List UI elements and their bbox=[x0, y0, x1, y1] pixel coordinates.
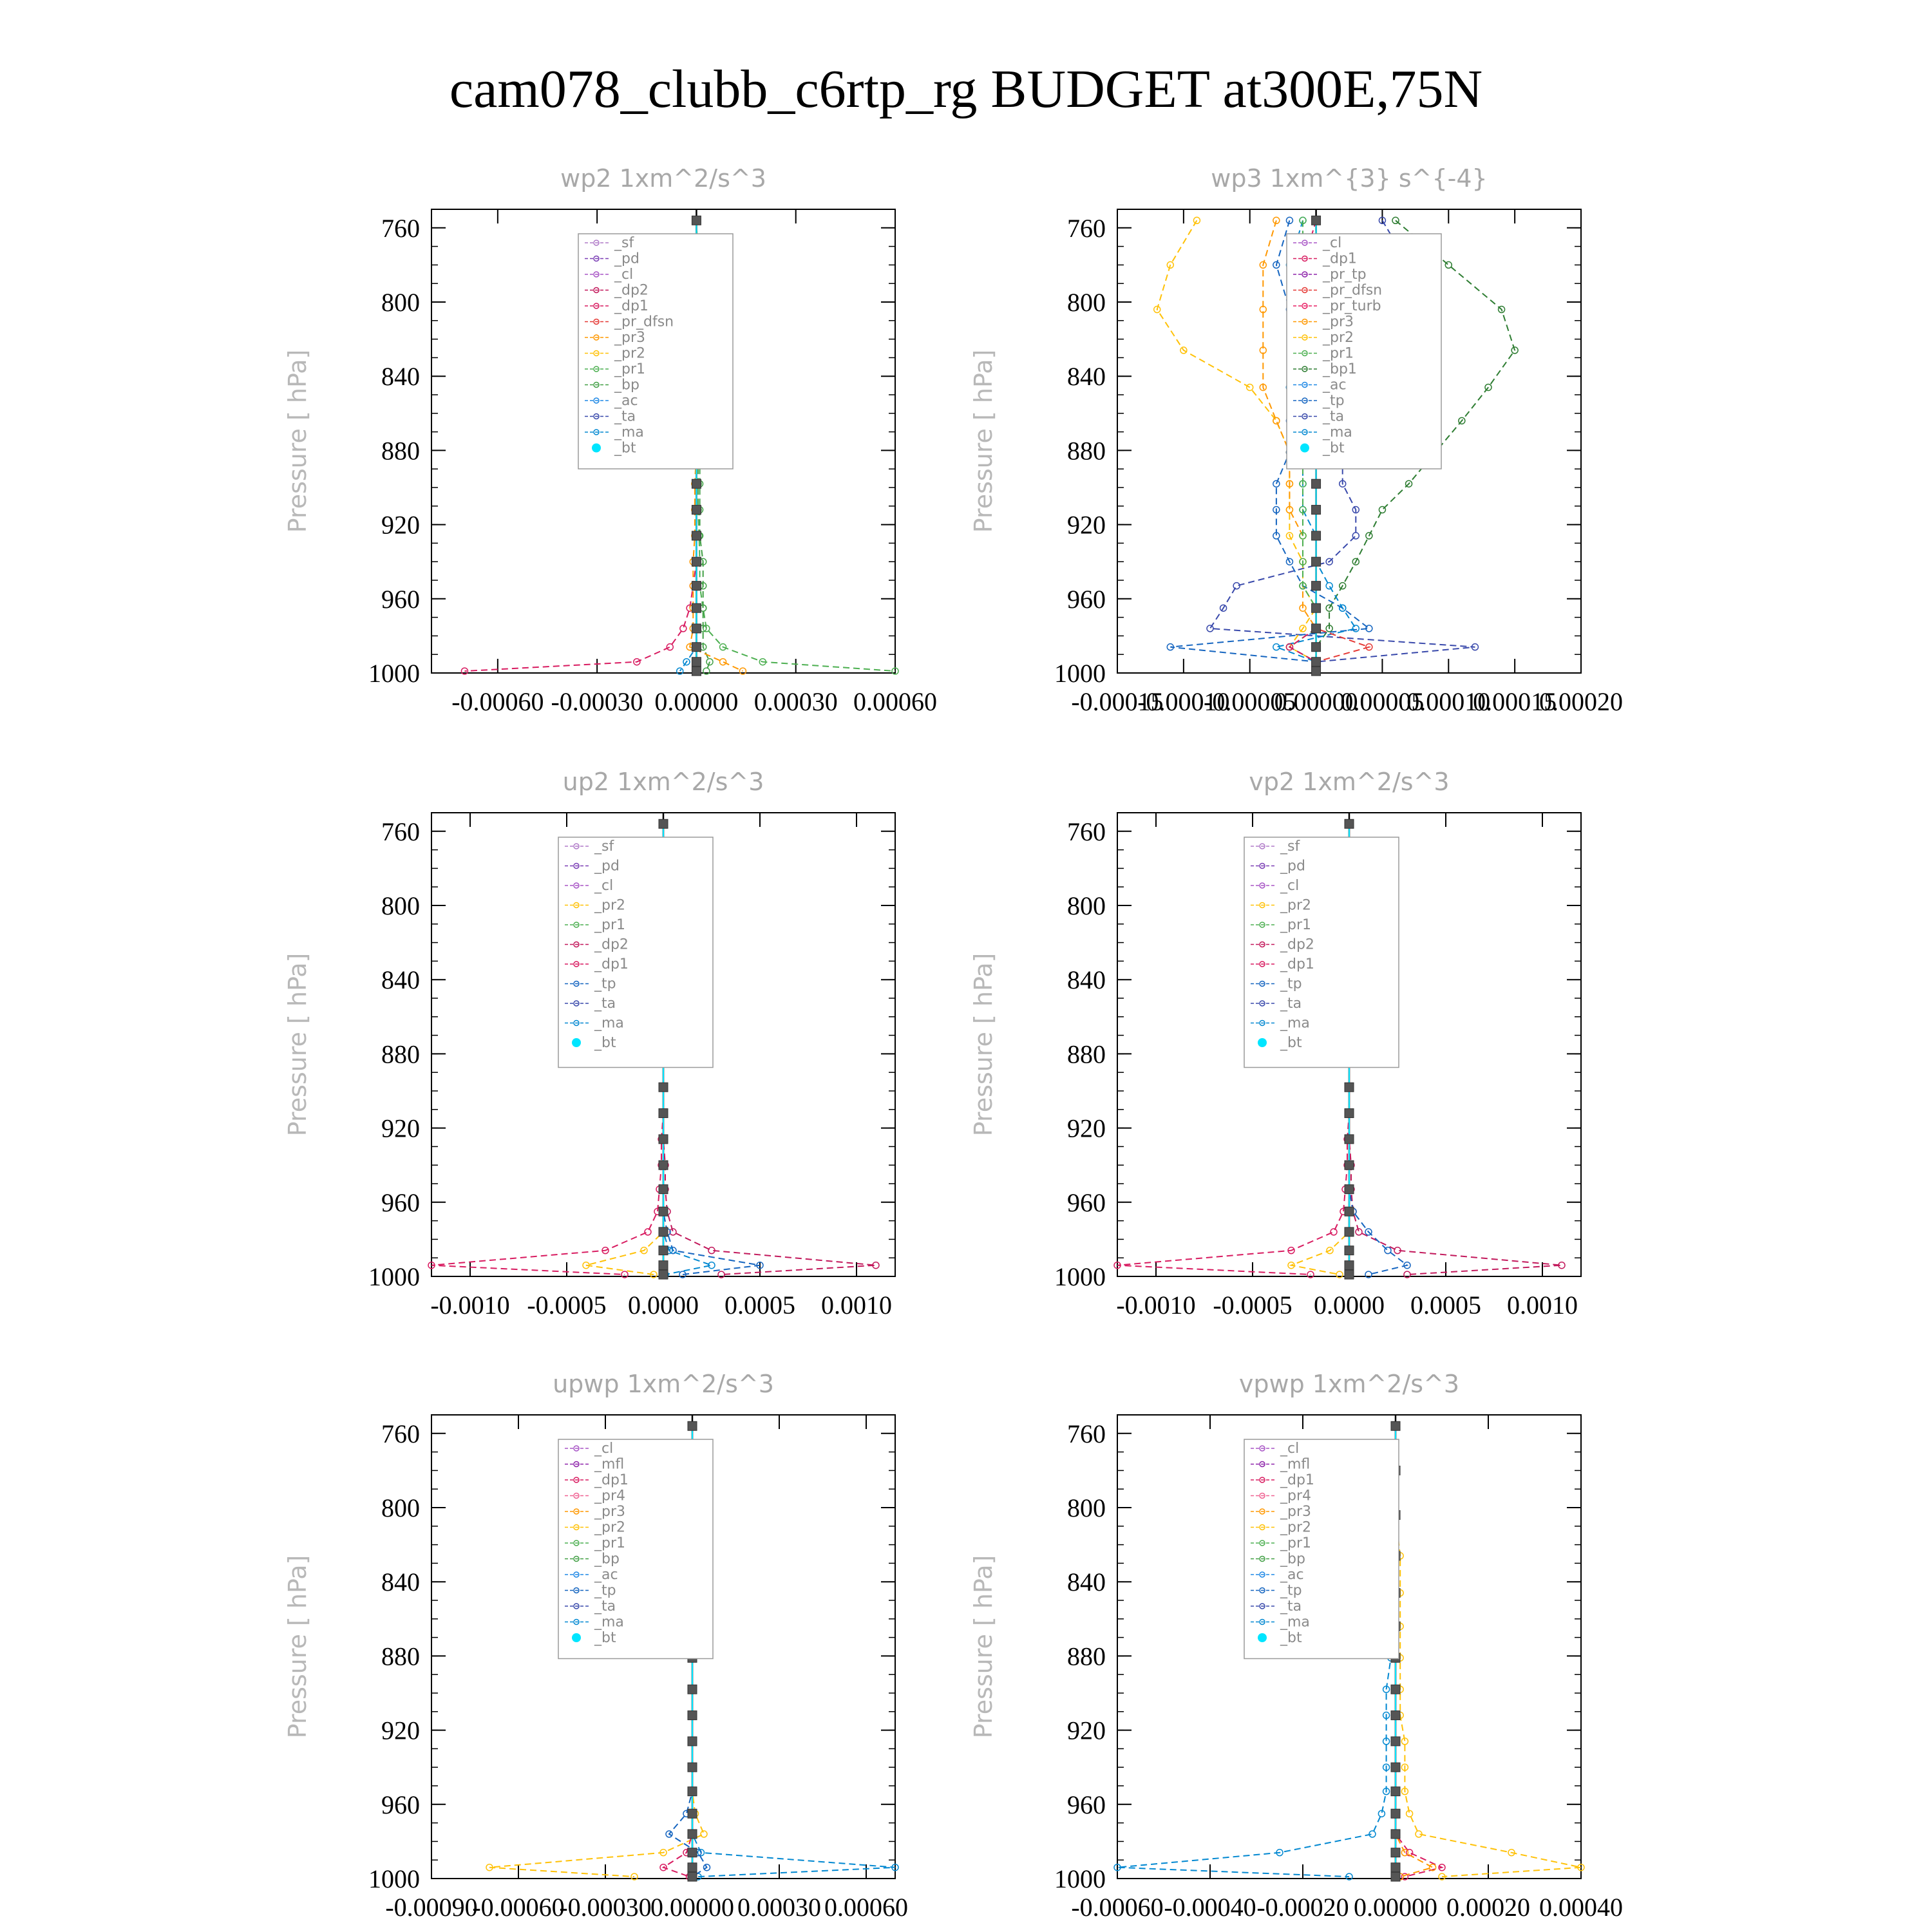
data-point bbox=[1312, 582, 1321, 591]
y-axis-label: Pressure [ hPa] bbox=[283, 349, 312, 533]
x-tick-label: -0.00015 bbox=[1071, 687, 1164, 716]
legend-label: _ac bbox=[1280, 1567, 1304, 1583]
x-tick-label: 0.00000 bbox=[1274, 687, 1358, 716]
data-point bbox=[680, 625, 687, 632]
y-tick-label: 880 bbox=[1067, 1642, 1106, 1671]
legend-label: _mfl bbox=[594, 1456, 625, 1473]
x-tick-label: 0.00015 bbox=[1473, 687, 1557, 716]
legend-label: _pr3 bbox=[1280, 1504, 1312, 1520]
data-point bbox=[720, 659, 726, 665]
data-point bbox=[692, 643, 701, 652]
legend-label: _bt bbox=[594, 1035, 616, 1051]
data-point bbox=[1391, 1809, 1400, 1818]
legend-label: _dp1 bbox=[594, 956, 629, 972]
y-tick-label: 960 bbox=[1067, 1188, 1106, 1217]
chart-panel-1 bbox=[969, 164, 1623, 716]
panel-title: vpwp 1xm^2/s^3 bbox=[1238, 1370, 1460, 1398]
x-tick-label: -0.0010 bbox=[1116, 1291, 1196, 1320]
data-point bbox=[692, 506, 701, 515]
y-tick-label: 760 bbox=[381, 213, 420, 243]
y-axis-label: Pressure [ hPa] bbox=[283, 1555, 312, 1739]
legend-box bbox=[1244, 837, 1399, 1068]
legend-label: _sf bbox=[1280, 838, 1300, 855]
data-point bbox=[1391, 1685, 1400, 1694]
data-point bbox=[688, 1848, 697, 1857]
y-tick-label: 880 bbox=[381, 436, 420, 466]
x-tick-label: 0.00000 bbox=[1354, 1893, 1437, 1922]
data-point bbox=[692, 624, 701, 633]
data-point bbox=[692, 658, 701, 667]
chart-panel-4 bbox=[283, 1370, 908, 1922]
main-title: cam078_clubb_c6rtp_rg BUDGET at300E,75N bbox=[449, 59, 1483, 119]
data-point bbox=[1312, 531, 1321, 540]
legend-label: _tp bbox=[1280, 1582, 1302, 1599]
legend-label: _ta bbox=[594, 996, 616, 1012]
legend-label: _mfl bbox=[1280, 1456, 1311, 1473]
x-tick-label: 0.00030 bbox=[737, 1893, 821, 1922]
data-point bbox=[659, 1083, 668, 1092]
x-tick-label: -0.00060 bbox=[451, 687, 544, 716]
legend-label: _bt bbox=[614, 440, 636, 457]
y-tick-label: 1000 bbox=[368, 1262, 420, 1291]
data-point bbox=[1392, 217, 1399, 223]
x-tick-label: 0.0000 bbox=[1314, 1291, 1385, 1320]
y-axis-label: Pressure [ hPa] bbox=[969, 952, 998, 1137]
legend-box bbox=[578, 234, 733, 469]
data-point bbox=[1286, 217, 1293, 223]
data-point bbox=[659, 1185, 668, 1194]
legend-label: _tp bbox=[1323, 393, 1345, 409]
data-point bbox=[1345, 1135, 1354, 1144]
data-point bbox=[692, 582, 701, 591]
legend-label: _pr_dfsn bbox=[1323, 282, 1383, 299]
y-tick-label: 800 bbox=[381, 891, 420, 920]
data-point bbox=[659, 1160, 668, 1170]
y-tick-label: 840 bbox=[1067, 965, 1106, 995]
chart-panel-2 bbox=[283, 768, 895, 1320]
data-point bbox=[1193, 217, 1200, 223]
legend-label: _bt bbox=[1323, 440, 1345, 457]
legend-label: _sf bbox=[614, 235, 634, 251]
y-axis-label: Pressure [ hPa] bbox=[969, 349, 998, 533]
legend-label: _cl bbox=[1280, 878, 1300, 894]
data-point bbox=[1345, 1227, 1354, 1236]
y-tick-label: 840 bbox=[381, 965, 420, 995]
legend-marker bbox=[1300, 444, 1309, 453]
legend-label: _bp1 bbox=[1323, 361, 1357, 377]
data-point bbox=[1312, 557, 1321, 566]
legend-label: _pr2 bbox=[1280, 1519, 1312, 1536]
x-tick-label: 0.0010 bbox=[821, 1291, 892, 1320]
y-tick-label: 760 bbox=[1067, 1419, 1106, 1448]
data-point bbox=[1345, 1246, 1354, 1255]
x-tick-label: -0.00090 bbox=[385, 1893, 478, 1922]
data-point bbox=[688, 1421, 697, 1430]
legend-label: _pr_dfsn bbox=[614, 314, 674, 330]
panel-title: upwp 1xm^2/s^3 bbox=[553, 1370, 774, 1398]
legend-label: _ma bbox=[594, 1614, 624, 1631]
y-tick-label: 800 bbox=[1067, 891, 1106, 920]
data-point bbox=[1312, 506, 1321, 515]
x-tick-label: 0.00040 bbox=[1539, 1893, 1623, 1922]
panel-title: wp3 1xm^{3} s^{-4} bbox=[1211, 164, 1488, 193]
legend-label: _pd bbox=[594, 858, 620, 875]
legend-label: _ma bbox=[614, 424, 644, 440]
data-point bbox=[701, 1831, 707, 1837]
legend-label: _cl bbox=[594, 878, 614, 894]
data-point bbox=[692, 216, 701, 225]
legend-label: _pr1 bbox=[594, 1535, 626, 1551]
data-point bbox=[1385, 1247, 1391, 1254]
x-tick-label: -0.0010 bbox=[430, 1291, 510, 1320]
legend-label: _ma bbox=[1323, 424, 1352, 440]
data-point bbox=[1345, 1207, 1354, 1216]
legend-label: _pr1 bbox=[1323, 345, 1354, 362]
data-point bbox=[1312, 667, 1321, 676]
x-tick-label: 0.00020 bbox=[1539, 687, 1623, 716]
x-tick-label: 0.0005 bbox=[1410, 1291, 1481, 1320]
legend-label: _dp1 bbox=[1280, 956, 1314, 972]
legend-label: _cl bbox=[594, 1441, 614, 1457]
data-point bbox=[667, 644, 673, 650]
legend-label: _sf bbox=[594, 838, 614, 855]
data-point bbox=[1391, 1872, 1400, 1881]
x-tick-label: -0.00040 bbox=[1164, 1893, 1256, 1922]
data-point bbox=[1207, 625, 1213, 632]
data-point bbox=[1312, 624, 1321, 633]
legend-label: _cl bbox=[1323, 235, 1342, 251]
legend-label: _tp bbox=[594, 1582, 616, 1599]
legend-label: _ma bbox=[1280, 1015, 1310, 1032]
legend-label: _pr1 bbox=[1280, 917, 1312, 933]
chart-panel-5 bbox=[969, 1370, 1623, 1922]
data-point bbox=[659, 1270, 668, 1279]
data-point bbox=[688, 1737, 697, 1746]
legend-label: _ac bbox=[614, 393, 638, 409]
data-point bbox=[659, 1246, 668, 1255]
x-tick-label: 0.0000 bbox=[628, 1291, 699, 1320]
legend-label: _pr_tp bbox=[1323, 267, 1367, 283]
data-point bbox=[1391, 1737, 1400, 1746]
x-tick-label: 0.00030 bbox=[753, 687, 838, 716]
data-point bbox=[688, 1809, 697, 1818]
y-axis-label: Pressure [ hPa] bbox=[969, 1555, 998, 1739]
x-tick-label: 0.00060 bbox=[853, 687, 937, 716]
y-axis-label: Pressure [ hPa] bbox=[283, 952, 312, 1137]
data-point bbox=[1391, 1711, 1400, 1720]
y-tick-label: 960 bbox=[1067, 584, 1106, 614]
series-line bbox=[1396, 1426, 1442, 1877]
data-point bbox=[1391, 1421, 1400, 1430]
y-tick-label: 920 bbox=[381, 1113, 420, 1143]
data-point bbox=[692, 667, 701, 676]
x-tick-label: 0.00010 bbox=[1406, 687, 1491, 716]
legend-box bbox=[1244, 1439, 1399, 1659]
data-point bbox=[1391, 1763, 1400, 1772]
legend-label: _ac bbox=[594, 1567, 618, 1583]
legend-label: _bp bbox=[594, 1551, 620, 1567]
legend-label: _ma bbox=[594, 1015, 624, 1032]
data-point bbox=[659, 1261, 668, 1270]
x-tick-label: -0.00020 bbox=[1256, 1893, 1349, 1922]
data-point bbox=[1391, 1830, 1400, 1839]
legend-label: _pr3 bbox=[614, 330, 646, 346]
y-tick-label: 880 bbox=[1067, 1039, 1106, 1069]
chart-panel-0 bbox=[283, 164, 937, 716]
x-tick-label: -0.00030 bbox=[559, 1893, 652, 1922]
data-point bbox=[659, 1207, 668, 1216]
legend-label: _pr4 bbox=[594, 1488, 626, 1504]
y-tick-label: 1000 bbox=[1054, 659, 1106, 688]
legend-label: _pr2 bbox=[1323, 330, 1354, 346]
legend-label: _bp bbox=[614, 377, 639, 393]
x-tick-label: -0.0005 bbox=[1213, 1291, 1293, 1320]
data-point bbox=[1445, 261, 1452, 268]
legend-label: _pr3 bbox=[1323, 314, 1354, 330]
y-tick-label: 880 bbox=[1067, 436, 1106, 466]
legend-marker bbox=[1258, 1038, 1267, 1047]
legend-label: _ta bbox=[614, 408, 636, 425]
series-line bbox=[1396, 1426, 1581, 1877]
x-tick-label: 0.00000 bbox=[654, 687, 739, 716]
y-tick-label: 880 bbox=[381, 1039, 420, 1069]
legend-label: _ma bbox=[1280, 1614, 1310, 1631]
data-point bbox=[1345, 1083, 1354, 1092]
legend-label: _pd bbox=[1280, 858, 1305, 875]
y-tick-label: 1000 bbox=[1054, 1864, 1106, 1893]
legend-label: _tp bbox=[594, 976, 616, 992]
y-tick-label: 840 bbox=[1067, 1567, 1106, 1597]
legend-label: _tp bbox=[1280, 976, 1302, 992]
legend-label: _ta bbox=[1323, 408, 1345, 425]
data-point bbox=[1391, 1848, 1400, 1857]
y-tick-label: 960 bbox=[381, 584, 420, 614]
data-point bbox=[1312, 479, 1321, 488]
data-point bbox=[1312, 643, 1321, 652]
data-point bbox=[1345, 1270, 1354, 1279]
legend-label: _ta bbox=[1280, 1598, 1302, 1615]
data-point bbox=[659, 1109, 668, 1118]
y-tick-label: 880 bbox=[381, 1642, 420, 1671]
legend-label: _cl bbox=[1280, 1441, 1300, 1457]
chart-panel-3 bbox=[969, 768, 1581, 1320]
data-point bbox=[1345, 1109, 1354, 1118]
data-point bbox=[688, 1872, 697, 1881]
x-tick-label: 0.00060 bbox=[824, 1893, 908, 1922]
x-tick-label: -0.00010 bbox=[1137, 687, 1230, 716]
data-point bbox=[688, 1787, 697, 1796]
data-point bbox=[1345, 819, 1354, 828]
legend-label: _pr2 bbox=[1280, 897, 1312, 914]
legend-label: _pd bbox=[614, 251, 639, 267]
y-tick-label: 920 bbox=[1067, 510, 1106, 540]
y-tick-label: 760 bbox=[1067, 213, 1106, 243]
legend-label: _dp1 bbox=[1323, 251, 1357, 267]
legend-marker bbox=[1258, 1633, 1267, 1642]
y-tick-label: 800 bbox=[1067, 288, 1106, 317]
data-point bbox=[659, 1227, 668, 1236]
legend-label: _bt bbox=[594, 1630, 616, 1646]
legend-label: _bt bbox=[1280, 1630, 1302, 1646]
data-point bbox=[692, 531, 701, 540]
y-tick-label: 760 bbox=[381, 817, 420, 846]
panel-title: vp2 1xm^2/s^3 bbox=[1249, 768, 1450, 796]
legend-label: _dp1 bbox=[614, 298, 649, 314]
y-tick-label: 960 bbox=[381, 1188, 420, 1217]
legend-label: _ta bbox=[594, 1598, 616, 1615]
y-tick-label: 960 bbox=[1067, 1790, 1106, 1819]
data-point bbox=[1273, 417, 1280, 424]
legend-box bbox=[558, 837, 713, 1068]
legend-label: _pr1 bbox=[594, 917, 626, 933]
data-point bbox=[1312, 603, 1321, 612]
y-tick-label: 800 bbox=[1067, 1493, 1106, 1522]
legend-label: _dp2 bbox=[614, 282, 649, 299]
y-tick-label: 1000 bbox=[1054, 1262, 1106, 1291]
data-point bbox=[688, 1830, 697, 1839]
legend-label: _bp bbox=[1280, 1551, 1305, 1567]
y-tick-label: 960 bbox=[381, 1790, 420, 1819]
data-point bbox=[1345, 1185, 1354, 1194]
data-point bbox=[688, 1863, 697, 1872]
y-tick-label: 920 bbox=[1067, 1716, 1106, 1745]
series-line bbox=[692, 1426, 895, 1877]
legend-label: _dp2 bbox=[594, 936, 629, 953]
legend-marker bbox=[572, 1633, 581, 1642]
y-tick-label: 840 bbox=[381, 362, 420, 392]
x-tick-label: 0.0005 bbox=[724, 1291, 795, 1320]
data-point bbox=[659, 1135, 668, 1144]
legend-marker bbox=[592, 444, 601, 453]
data-point bbox=[688, 1763, 697, 1772]
legend-label: _pr2 bbox=[594, 1519, 626, 1536]
y-tick-label: 920 bbox=[1067, 1113, 1106, 1143]
data-point bbox=[659, 819, 668, 828]
legend-label: _ac bbox=[1323, 377, 1347, 393]
y-tick-label: 800 bbox=[381, 288, 420, 317]
y-tick-label: 840 bbox=[381, 1567, 420, 1597]
legend-label: _dp2 bbox=[1280, 936, 1314, 953]
y-tick-label: 760 bbox=[1067, 817, 1106, 846]
x-tick-label: -0.0005 bbox=[527, 1291, 607, 1320]
data-point bbox=[1345, 1160, 1354, 1170]
y-tick-label: 1000 bbox=[368, 659, 420, 688]
data-point bbox=[1379, 507, 1385, 513]
legend-label: _pr_turb bbox=[1323, 298, 1381, 314]
data-point bbox=[1326, 583, 1332, 589]
data-point bbox=[1391, 1863, 1400, 1872]
y-tick-label: 840 bbox=[1067, 362, 1106, 392]
data-point bbox=[1312, 658, 1321, 667]
x-tick-label: 0.0010 bbox=[1507, 1291, 1578, 1320]
data-point bbox=[645, 1229, 651, 1235]
legend-label: _pr3 bbox=[594, 1504, 626, 1520]
y-tick-label: 1000 bbox=[368, 1864, 420, 1893]
data-point bbox=[1312, 216, 1321, 225]
legend-label: _pr2 bbox=[614, 345, 646, 362]
x-tick-label: 0.00000 bbox=[650, 1893, 734, 1922]
legend-label: _pr4 bbox=[1280, 1488, 1312, 1504]
x-tick-label: -0.00060 bbox=[1071, 1893, 1164, 1922]
x-tick-label: -0.00030 bbox=[551, 687, 643, 716]
legend-label: _bt bbox=[1280, 1035, 1302, 1051]
legend-label: _dp1 bbox=[594, 1472, 629, 1488]
legend-label: _pr1 bbox=[614, 361, 646, 377]
data-point bbox=[688, 1711, 697, 1720]
data-point bbox=[692, 479, 701, 488]
data-point bbox=[1391, 1787, 1400, 1796]
data-point bbox=[692, 603, 701, 612]
data-point bbox=[688, 1685, 697, 1694]
y-tick-label: 760 bbox=[381, 1419, 420, 1448]
x-tick-label: -0.00060 bbox=[472, 1893, 565, 1922]
x-tick-label: -0.00005 bbox=[1204, 687, 1296, 716]
data-point bbox=[1331, 1229, 1337, 1235]
series-line bbox=[1396, 1426, 1433, 1877]
legend-box bbox=[558, 1439, 713, 1659]
data-point bbox=[692, 557, 701, 566]
legend-label: _pr2 bbox=[594, 897, 626, 914]
x-tick-label: 0.00020 bbox=[1446, 1893, 1530, 1922]
y-tick-label: 920 bbox=[381, 510, 420, 540]
legend-marker bbox=[572, 1038, 581, 1047]
legend-label: _ta bbox=[1280, 996, 1302, 1012]
panel-title: wp2 1xm^2/s^3 bbox=[560, 164, 766, 193]
data-point bbox=[1352, 533, 1359, 539]
panel-title: up2 1xm^2/s^3 bbox=[562, 768, 764, 796]
y-tick-label: 800 bbox=[381, 1493, 420, 1522]
y-tick-label: 920 bbox=[381, 1716, 420, 1745]
legend-label: _dp1 bbox=[1280, 1472, 1314, 1488]
x-tick-label: 0.00005 bbox=[1340, 687, 1425, 716]
legend-label: _pr1 bbox=[1280, 1535, 1312, 1551]
data-point bbox=[1345, 1261, 1354, 1270]
legend-label: _cl bbox=[614, 267, 634, 283]
